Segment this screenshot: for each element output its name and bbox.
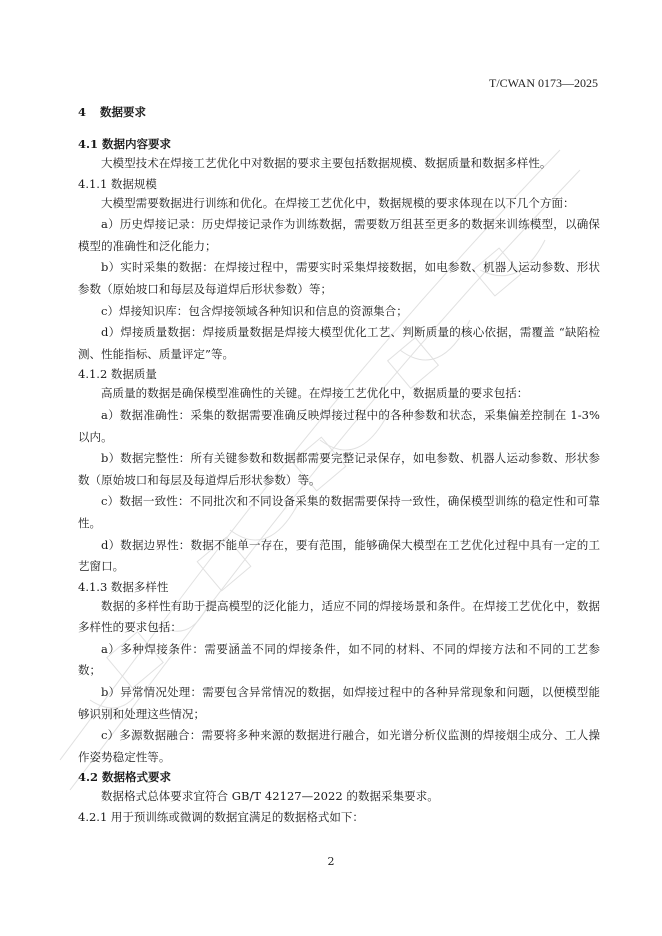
clause-heading: 4.2.1 用于预训练或微调的数据宜满足的数据格式如下： — [78, 810, 364, 825]
list-item: b）数据完整性：所有关键参数和数据都需要完整记录保存，如电参数、机器人运动参数、形状参数（原始坡口和每层及每道焊后形状参数）等。 — [78, 451, 600, 487]
clause-heading: 4.1.1 数据规模 — [78, 176, 157, 191]
paragraph: 大模型需要数据进行训练和优化。在焊接工艺优化中，数据规模的要求体现在以下几个方面： — [101, 195, 575, 210]
paragraph: 数据格式总体要求宜符合 GB/T 42127—2022 的数据采集要求。 — [101, 789, 439, 804]
list-item: c）多源数据融合：需要将多种来源的数据进行融合，如光谱分析仪监测的焊接烟尘成分、工人操作姿势稳定性等。 — [78, 728, 600, 764]
list-item: d）焊接质量数据：焊接质量数据是焊接大模型优化工艺、判断质量的核心依据，需覆盖 “缺陷检测、性能指标、质量评定”等。 — [78, 325, 600, 361]
list-item: d）数据边界性：数据不能单一存在，要有范围，能够确保大模型在工艺优化过程中具有一定的工艺窗口。 — [78, 537, 600, 574]
document-body — [78, 103, 600, 826]
section-number: 4 — [78, 105, 87, 119]
paragraph: 大模型技术在焊接工艺优化中对数据的要求主要包括数据规模、数据质量和数据多样性。 — [101, 156, 552, 170]
list-item: b）异常情况处理：需要包含异常情况的数据，如焊接过程中的各种异常现象和问题，以便模型能够识别和处理这些情况； — [78, 685, 600, 721]
list-item: c）焊接知识库：包含焊接领域各种知识和信息的资源集合； — [101, 303, 408, 318]
section-title: 数据要求 — [100, 105, 146, 119]
page-number: 2 — [327, 855, 335, 868]
list-item: a）历史焊接记录：历史焊接记录作为训练数据，需要数万组甚至更多的数据来训练模型，以确保模型的准确性和泛化能力； — [78, 217, 600, 253]
subsection-heading: 4.1 数据内容要求 — [78, 137, 172, 151]
list-item: a）数据准确性：采集的数据需要准确反映焊接过程中的各种参数和状态，采集偏差控制在 1-3%以内。 — [78, 407, 600, 444]
list-item: a）多种焊接条件：需要涵盖不同的焊接条件，如不同的材料、不同的焊接方法和不同的工艺参数； — [78, 641, 600, 678]
clause-heading: 4.1.2 数据质量 — [78, 367, 157, 382]
paragraph: 数据的多样性有助于提高模型的泛化能力，适应不同的焊接场景和条件。在焊接工艺优化中，数据多样性的要求包括： — [78, 598, 600, 635]
list-item: c）数据一致性：不同批次和不同设备采集的数据需要保持一致性，确保模型训练的稳定性和可靠性。 — [78, 494, 600, 530]
list-item: b）实时采集的数据：在焊接过程中，需要实时采集焊接数据，如电参数、机器人运动参数、形状参数（原始坡口和每层及每道焊后形状参数）等； — [78, 260, 600, 296]
clause-heading: 4.1.3 数据多样性 — [78, 579, 169, 594]
paragraph: 高质量的数据是确保模型准确性的关键。在焊接工艺优化中，数据质量的要求包括： — [101, 386, 529, 401]
subsection-heading: 4.2 数据格式要求 — [78, 770, 172, 785]
section-heading — [78, 103, 600, 121]
document-code: T/CWAN 0173—2025 — [489, 76, 598, 90]
